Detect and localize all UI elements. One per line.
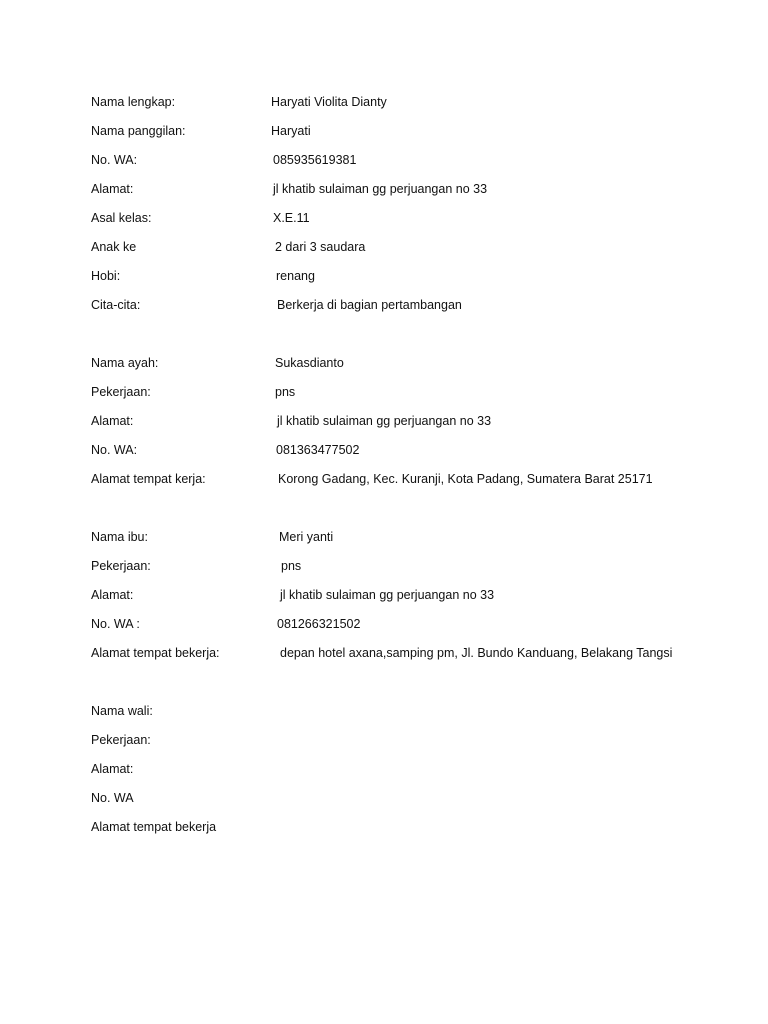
guardian-name-row — [91, 703, 751, 732]
field-label: Asal kelas: — [91, 211, 152, 225]
student-section — [91, 94, 751, 326]
field-value: jl khatib sulaiman gg perjuangan no 33 — [273, 182, 488, 196]
father-name-row — [91, 355, 751, 384]
field-value: X.E.11 — [273, 211, 310, 225]
guardian-workplace-row — [91, 819, 751, 848]
field-label: No. WA : — [91, 617, 140, 631]
field-value: Haryati Violita Dianty — [271, 95, 387, 109]
address-row — [91, 181, 751, 210]
field-label: No. WA: — [91, 153, 138, 167]
field-label: Nama lengkap: — [91, 95, 176, 109]
field-value: pns — [275, 385, 296, 399]
field-value: 2 dari 3 saudara — [275, 240, 366, 254]
field-label: Nama wali: — [91, 704, 153, 718]
guardian-section — [91, 703, 751, 848]
whatsapp-row — [91, 152, 751, 181]
field-label: Alamat tempat bekerja — [91, 820, 217, 834]
field-value: Haryati — [271, 124, 311, 138]
field-label: Cita-cita: — [91, 298, 141, 312]
field-label: Pekerjaan: — [91, 385, 151, 399]
field-value: pns — [281, 559, 302, 573]
field-label: Nama panggilan: — [91, 124, 186, 138]
mother-name-row — [91, 529, 751, 558]
nickname-row — [91, 123, 751, 152]
father-workplace-row — [91, 471, 751, 500]
guardian-address-row — [91, 761, 751, 790]
field-value: 085935619381 — [273, 153, 357, 167]
mother-address-row — [91, 587, 751, 616]
father-section — [91, 355, 751, 500]
field-label: Pekerjaan: — [91, 559, 151, 573]
field-label: Pekerjaan: — [91, 733, 151, 747]
field-label: Alamat tempat bekerja: — [91, 646, 220, 660]
field-label: Alamat: — [91, 762, 134, 776]
guardian-job-row — [91, 732, 751, 761]
father-address-row — [91, 413, 751, 442]
field-value: depan hotel axana,samping pm, Jl. Bundo Kanduang, Belakang Tangsi — [280, 646, 673, 660]
field-label: Nama ayah: — [91, 356, 159, 370]
field-label: Anak ke — [91, 240, 137, 254]
field-label: Alamat tempat kerja: — [91, 472, 206, 486]
field-label: Alamat: — [91, 588, 134, 602]
mother-whatsapp-row — [91, 616, 751, 645]
guardian-whatsapp-row — [91, 790, 751, 819]
field-label: No. WA: — [91, 443, 138, 457]
section-spacer — [91, 326, 751, 355]
mother-workplace-row — [91, 645, 751, 674]
field-label: Hobi: — [91, 269, 121, 283]
class-row — [91, 210, 751, 239]
field-label: Nama ibu: — [91, 530, 148, 544]
mother-job-row — [91, 558, 751, 587]
aspiration-row — [91, 297, 751, 326]
father-job-row — [91, 384, 751, 413]
field-value: jl khatib sulaiman gg perjuangan no 33 — [280, 588, 495, 602]
child-order-row — [91, 239, 751, 268]
document-page — [91, 94, 751, 848]
field-label: No. WA — [91, 791, 134, 805]
field-value: 081363477502 — [276, 443, 360, 457]
full-name-row — [91, 94, 751, 123]
field-value: renang — [276, 269, 315, 283]
field-value: Meri yanti — [279, 530, 334, 544]
field-value: 081266321502 — [277, 617, 361, 631]
section-spacer — [91, 674, 751, 703]
field-label: Alamat: — [91, 414, 134, 428]
mother-section — [91, 529, 751, 674]
hobby-row — [91, 268, 751, 297]
field-value: Berkerja di bagian pertambangan — [277, 298, 462, 312]
field-label: Alamat: — [91, 182, 134, 196]
field-value: Korong Gadang, Kec. Kuranji, Kota Padang, Sumatera Barat 25171 — [278, 472, 653, 486]
field-value: jl khatib sulaiman gg perjuangan no 33 — [277, 414, 492, 428]
field-value: Sukasdianto — [275, 356, 344, 370]
father-whatsapp-row — [91, 442, 751, 471]
section-spacer — [91, 500, 751, 529]
